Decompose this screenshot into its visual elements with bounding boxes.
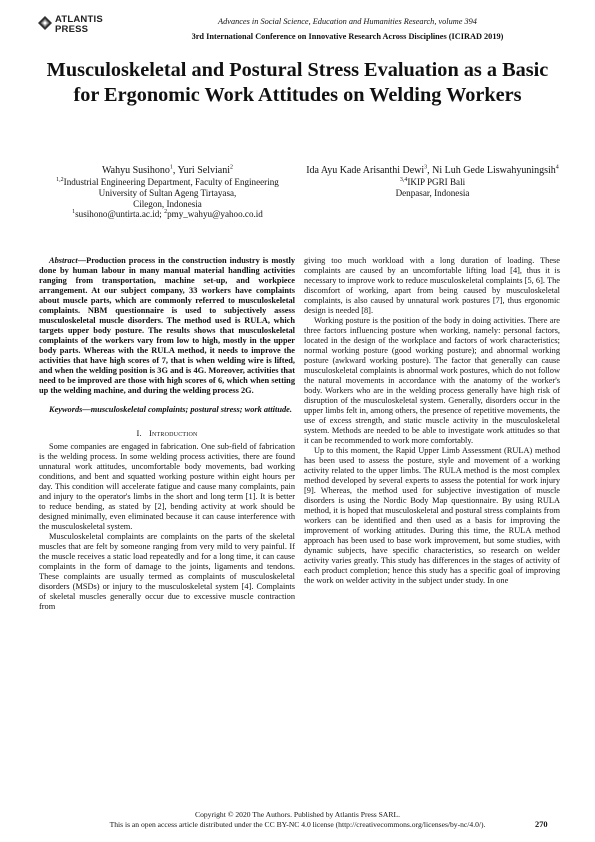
conference-name: 3rd International Conference on Innovative Research Across Disciplines (ICIRAD 2019): [191, 32, 504, 41]
university-left: University of Sultan Ageng Tirtayasa,: [98, 187, 237, 198]
keywords: Keywords—musculoskeletal complaints; postural stress; work attitude.: [49, 404, 292, 414]
license-line: This is an open access article distributed under the CC BY-NC 4.0 license (http://creativecommons.org/licenses/by-nc/4.0/).: [109, 820, 486, 829]
section-number: I.: [136, 427, 142, 438]
publisher-logo: [38, 14, 118, 40]
paper-title: Musculoskeletal and Postural Stress Evaluation as a Basic for Ergonomic Work Attitudes on Welding Workers: [46, 59, 549, 106]
page-number: 270: [535, 820, 548, 829]
author-sup: 3: [424, 164, 428, 171]
author-names-left: [40, 165, 295, 177]
author-sup: 2: [229, 164, 233, 171]
column-left: [39, 256, 295, 611]
city-right: Denpasar, Indonesia: [395, 187, 470, 198]
author-sup: 1: [169, 164, 173, 171]
author-name: Ida Ayu Kade Arisanthi Dewi: [306, 165, 425, 176]
section-heading-introduction: [39, 428, 295, 438]
email-link[interactable]: pmy_wahyu@yahoo.co.id: [167, 209, 263, 220]
abstract-text: —Production process in the construction industry is mostly done by human labour in many manual material handling activities ranging from transportation, machine set-up, and workpiece arrangement. At our subject company, 33 workers have complaints about muscle parts, which are commonly referred to musculoskeletal complaints. NBM questionnaire is used to subjectively assess musculoskeletal muscle disorders. The method used is RULA, which targets upper body posture. The results shows that musculoskeletal complaints of the workers vary from low to high, mostly in the upper body parts. Whereas with the RULA method, it needs to improve the activities that have high scores of 7, that is when welding wire is lifted, and when the welding position is 3G and is 4G. Moreover, activities that need to be improved are those with high scores of 6, which when setting up the welding machine, and during the welding process 2G.: [39, 256, 295, 395]
publisher-logo-text: [55, 15, 103, 35]
email-link[interactable]: susihono@untirta.ac.id;: [75, 209, 162, 220]
author-name: Wahyu Susihono: [102, 165, 170, 176]
body-paragraph: Up to this moment, the Rapid Upper Limb Assessment (RULA) method has been used to assess the posture, style and movement of a working activity related to the upper limbs. The RULA method is the most complex method developed by several experts to assess the potential for work injury [9]. Whereas, the method used for subjective investigation of muscle disorders is using the Nordic Body Map questionnaire. By using RULA method, it is hoped that musculoskeletal and postural stress complaints from workers can be identified and then used as a basis for improving the improvement of working attitudes. During this time, the RULA method approach has been used to base work improvement, but some studies, with dynamic subjects, have specific characteristics, so research on welder activity varies greatly. This study has differences in the stages of activity of each product completion; hence this study has a specific goal of improving the work on welder activity in the subject under study. In one: [304, 445, 560, 585]
body-paragraph: Musculoskeletal complaints are complaints on the parts of the skeletal muscles that are felt by someone ranging from very mild to very painful. If the muscle receives a static load repeatedly and for a long time, it can cause complaints in the form of damage to the joints, ligaments and tendons. These complaints are usually termed as complaints of musculoskeletal disorders (MSDs) or injury to the musculoskeletal system [4]. Complaints of skeletal muscles generally occur due to excessive muscle contraction from: [39, 531, 295, 611]
copyright-line: Copyright © 2020 The Authors. Published by Atlantis Press SARL.: [195, 810, 400, 819]
section-title: Introduction: [148, 427, 198, 438]
author-block-right: [305, 165, 560, 199]
body-paragraph: Working posture is the position of the body in doing activities. There are three factors influencing posture when working, namely: personal factors, located in the design of the workplace and factors of work characteristics; normal working posture (good working posture); and abnormal working posture (awkward working posture). The factor that generally can cause musculoskeletal complaints is abnormal work postures, which do not follow the natural movements in accordance with the anatomy of the worker's body. Workers who are in the welding process generally have high risk of disruption of the musculoskeletal system. Generally, disorders occur in the upper limbs felt in, among others, the presence of repetitive movements, the use of excess strength, and static muscle activity in the musculoskeletal system. Methods are needed to be able to investigate work attitudes so that it can be recommended to work more comfortably.: [304, 315, 560, 445]
affiliation-left: [40, 177, 295, 188]
author-names-right: [305, 165, 560, 177]
affiliation-text: Industrial Engineering Department, Faculty of Engineering: [63, 177, 279, 187]
author-name: , Yuri Selviani: [172, 165, 230, 176]
author-sup: 4: [555, 164, 559, 171]
body-paragraph: Some companies are engaged in fabrication. One sub-field of fabrication is the welding process. In some welding process activities, there are found unnatural work attitudes, uncomfortable body movements, bad working conditions, and bent and squatted working posture within eight hours per day. This condition will accelerate fatigue and cause many complaints, pain and injury to the operator's limbs in the short and long term [1]. It is better to reduce bending, as stated by [2], bending activity at work should be designed minimally, even eliminated because it can cause interference with the musculoskeletal system.: [39, 441, 295, 531]
logo-line-2: PRESS: [55, 24, 89, 35]
email-sup: 1: [72, 209, 76, 216]
body-paragraph: giving too much workload with a long duration of loading. These complaints are caused by an uncomfortable lifting load [4], thus it is necessary to improve work to reduce musculoskeletal complaints [5, 6]. The discomfort of working, apart from being caused by musculoskeletal complaints, is also caused by unnatural work postures [7], thus ergonomic design is needed [8].: [304, 256, 560, 315]
author-name: , Ni Luh Gede Liswahyuningsih: [427, 165, 556, 176]
abstract-label: Abstract: [49, 256, 78, 265]
affiliation-sup: 3,4: [399, 176, 408, 183]
author-block-left: [40, 165, 295, 220]
column-right: [304, 256, 560, 585]
atlantis-press-logo-icon: [38, 16, 52, 30]
email-sup: 2: [164, 209, 168, 216]
journal-name: Advances in Social Science, Education and Humanities Research, volume 394: [218, 17, 477, 26]
affiliation-right: [305, 177, 560, 188]
affiliation-sup: 1,2: [56, 176, 64, 183]
logo-line-1: ATLANTIS: [55, 14, 103, 25]
city-left: Cilegon, Indonesia: [133, 198, 202, 209]
emails-left: [40, 209, 295, 220]
page-footer: [40, 810, 555, 830]
abstract: [39, 256, 295, 396]
affiliation-text: IKIP PGRI Bali: [407, 177, 466, 187]
